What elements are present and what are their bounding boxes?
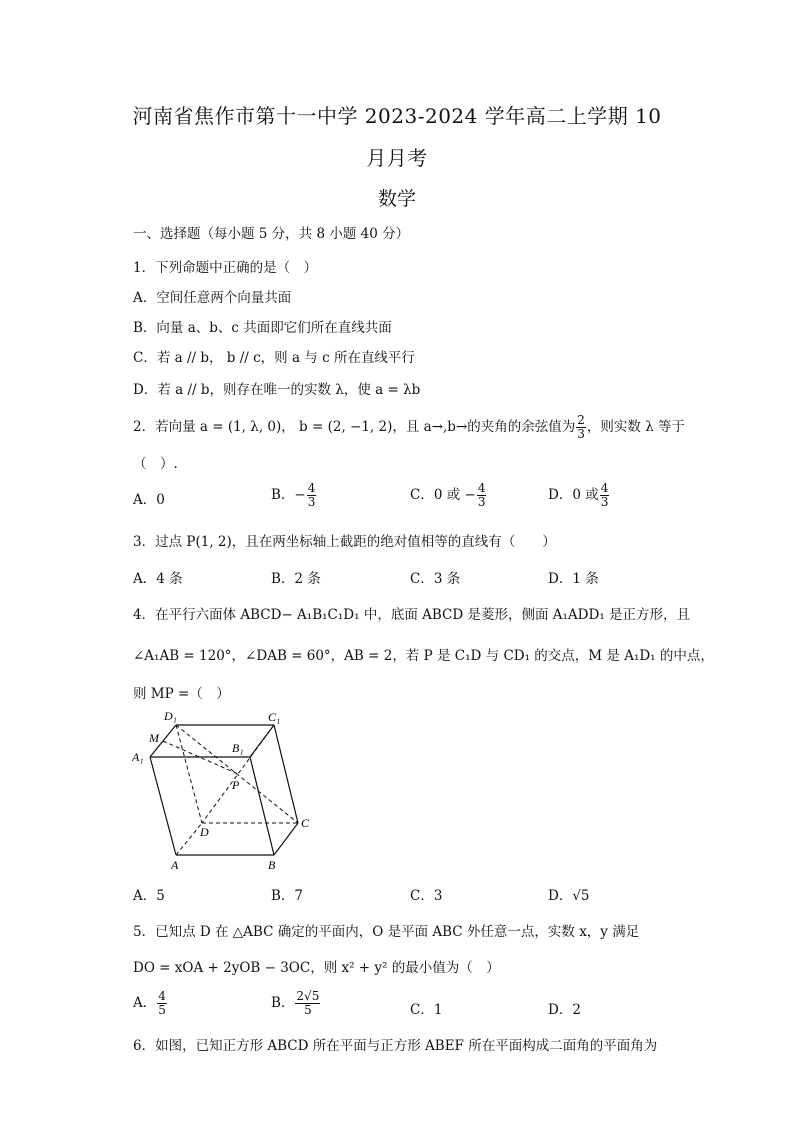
- q3-option-b: B．2 条: [271, 571, 321, 587]
- q2-option-b-den: 3: [307, 495, 316, 509]
- q5-option-a: [133, 990, 168, 1017]
- q5-option-b-fraction: [295, 990, 320, 1017]
- q5-option-a-prefix: A．: [133, 995, 157, 1011]
- q6-line1: 6．如图，已知正方形 ABCD 所在平面与正方形 ABEF 所在平面构成二面角的平面角为: [133, 1038, 658, 1054]
- q5-option-b-num: 2√5: [296, 989, 320, 1003]
- label-c1: C₁: [268, 710, 281, 724]
- q2-stem: [133, 414, 685, 441]
- q5-option-a-fraction: [157, 990, 167, 1017]
- exam-title-line1: 河南省焦作市第十一中学 2023-2024 学年高二上学期 10: [132, 104, 662, 128]
- q2-stem-text: 2．若向量 a = (1, λ, 0)， b = (2, −1, 2)，且 a→,b→的夹角的余弦值为: [133, 419, 576, 435]
- parallelepiped-figure: [132, 705, 322, 875]
- q4-option-b: B．7: [271, 888, 304, 904]
- q5-line2: DO = xOA + 2yOB − 3OC，则 x² + y² 的最小值为（ ）: [133, 960, 500, 976]
- q2-option-d-den: 3: [600, 495, 609, 509]
- q4-line3: 则 MP =（ ）: [133, 686, 230, 702]
- q2-option-b-fraction: [307, 482, 317, 509]
- subject-heading: 数学: [377, 188, 416, 210]
- q2-option-d-num: 4: [600, 481, 609, 495]
- q4-line1: 4．在平行六面体 ABCD− A₁B₁C₁D₁ 中，底面 ABCD 是菱形，侧面 A₁ADD₁ 是正方形，且: [133, 607, 691, 623]
- edge-d1-d: [176, 725, 202, 823]
- q5-option-a-num: 4: [158, 989, 166, 1003]
- diagonal-d1-c: [176, 725, 298, 823]
- q5-option-a-den: 5: [158, 1003, 166, 1017]
- q2-option-a: A．0: [133, 492, 165, 508]
- q3-option-a: A．4 条: [133, 571, 183, 587]
- q5-option-c: C．1: [410, 1002, 443, 1018]
- exam-title-line2: 月月考: [366, 146, 428, 170]
- edge-c1-c: [274, 725, 298, 823]
- q2-stem-fraction: [576, 414, 586, 441]
- label-b: B: [268, 858, 276, 872]
- q5-option-b-prefix: B．: [271, 995, 295, 1011]
- label-d: D: [200, 825, 209, 839]
- q2-option-c-den: 3: [477, 495, 486, 509]
- q2-option-d-prefix: D．0 或: [548, 487, 599, 503]
- q2-option-b: [271, 482, 317, 509]
- q2-option-b-prefix: B．−: [271, 487, 306, 503]
- q3-option-c: C．3 条: [410, 571, 461, 587]
- label-m: M: [149, 731, 159, 745]
- q1-option-c: C．若 a // b， b // c，则 a 与 c 所在直线平行: [133, 350, 415, 366]
- section-heading: 一、选择题（每小题 5 分，共 8 小题 40 分）: [133, 226, 410, 242]
- q4-option-c: C．3: [410, 888, 443, 904]
- edge-a-d: [176, 823, 202, 855]
- edge-a1-a: [150, 757, 176, 855]
- q1-stem: 1．下列命题中正确的是（ ）: [133, 260, 318, 276]
- q5-line1: 5．已知点 D 在 △ABC 确定的平面内，O 是平面 ABC 外任意一点，实数 x，y 满足: [133, 924, 640, 940]
- label-p: P: [232, 778, 240, 792]
- q2-stem-tail: ，则实数 λ 等于: [586, 419, 686, 435]
- q4-option-d: D．√5: [548, 888, 590, 904]
- q4-option-a: A．5: [133, 888, 165, 904]
- label-d1: D₁: [164, 709, 177, 723]
- q1-option-b: B．向量 a、b、c 共面即它们所在直线共面: [133, 320, 392, 336]
- q1-option-d: D．若 a // b，则存在唯一的实数 λ，使 a = λb: [133, 382, 421, 398]
- edge-b-c: [274, 823, 298, 855]
- label-a: A: [171, 858, 179, 872]
- q1-option-a: A．空间任意两个向量共面: [133, 290, 292, 306]
- q2-stem-line2: （ ）.: [133, 456, 178, 472]
- q3-stem: 3．过点 P(1, 2)，且在两坐标轴上截距的绝对值相等的直线有（ ）: [133, 534, 556, 550]
- q4-line2: ∠A₁AB = 120°，∠DAB = 60°，AB = 2，若 P 是 C₁D 与 CD₁ 的交点，M 是 A₁D₁ 的中点，: [133, 648, 714, 664]
- edge-b1-c1: [250, 725, 274, 757]
- q2-option-d: [548, 482, 610, 509]
- label-c: C: [301, 816, 310, 830]
- q3-option-d: D．1 条: [548, 571, 599, 587]
- edge-b1-b: [250, 757, 274, 855]
- q2-option-b-num: 4: [307, 481, 316, 495]
- q2-frac-denominator: 3: [577, 427, 585, 441]
- q5-option-b-den: 5: [304, 1003, 312, 1017]
- q2-option-c: [410, 482, 487, 509]
- q2-option-c-fraction: [477, 482, 487, 509]
- q5-option-d: D．2: [548, 1002, 581, 1018]
- q2-option-c-prefix: C．0 或 −: [410, 487, 476, 503]
- label-b1: B₁: [232, 741, 244, 755]
- q5-option-b: [271, 990, 321, 1017]
- q2-frac-numerator: 2: [577, 413, 585, 427]
- q2-option-c-num: 4: [477, 481, 486, 495]
- q2-option-d-fraction: [600, 482, 610, 509]
- label-a1: A₁: [132, 750, 144, 764]
